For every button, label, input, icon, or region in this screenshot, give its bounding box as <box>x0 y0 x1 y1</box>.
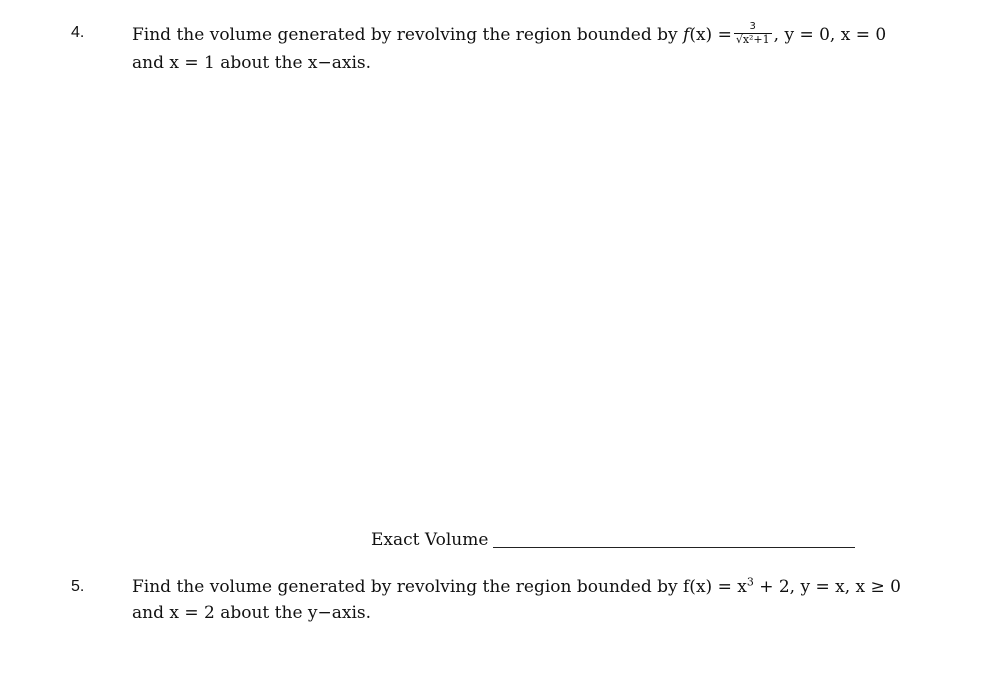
problem-4-fraction-numerator: 3 <box>734 21 772 34</box>
problem-5-bounds: + 2, y = x, x ≥ 0 <box>753 577 901 597</box>
problem-4-line-2: and x = 1 about the x−axis. <box>132 53 372 73</box>
problem-4-prompt: Find the volume generated by revolving the region bounded by <box>132 25 684 45</box>
problem-4-function-arg: (x) = <box>689 25 732 45</box>
problem-4-fraction-denominator: √x²+1 <box>735 33 770 46</box>
problem-5-function: f(x) = x <box>683 577 747 597</box>
exact-volume-answer-line[interactable] <box>493 547 855 548</box>
problem-4-line-1 <box>132 23 886 48</box>
problem-5-prompt: Find the volume generated by revolving the region bounded by <box>132 577 684 597</box>
exact-volume-label: Exact Volume <box>371 530 489 550</box>
problem-4-bounds: , y = 0, x = 0 <box>773 25 887 45</box>
problem-4-function-name: f <box>683 25 690 45</box>
problem-5-line-1 <box>132 577 901 597</box>
problem-4-number: 4. <box>71 24 85 41</box>
problem-5-line-2: and x = 2 about the y−axis. <box>132 603 372 623</box>
problem-4-fraction <box>734 21 772 46</box>
problem-5-exponent: 3 <box>746 575 754 589</box>
problem-5-number: 5. <box>71 578 85 595</box>
